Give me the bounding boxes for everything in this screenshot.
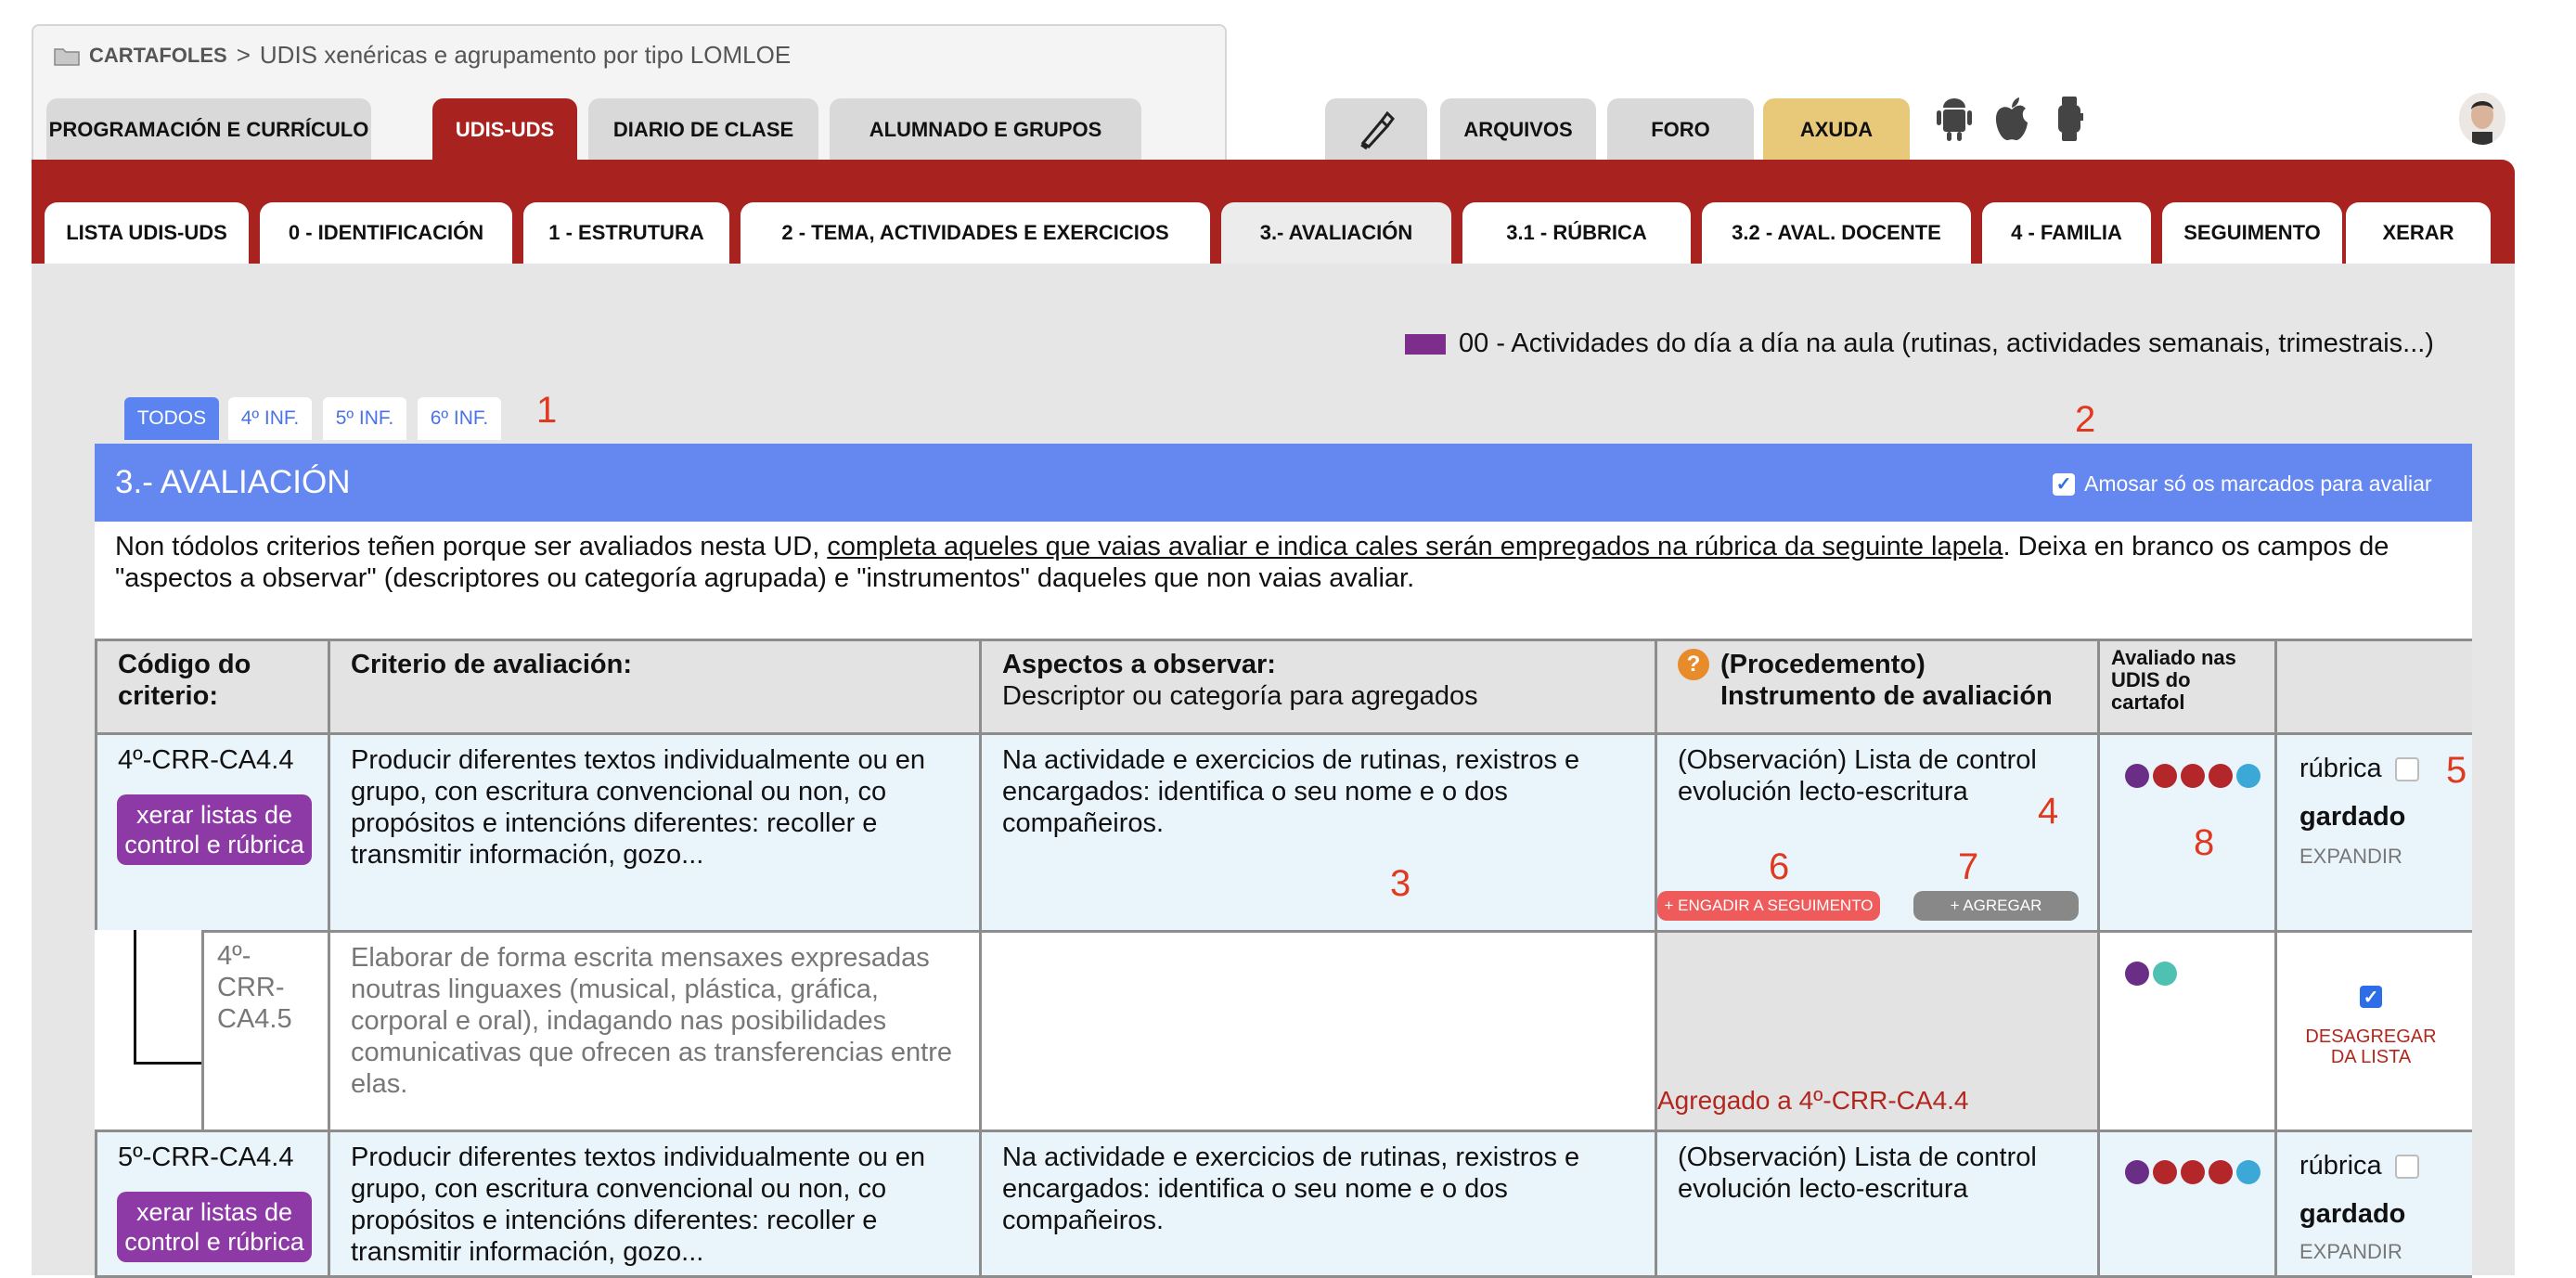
section-title: 3.- AVALIACIÓN	[115, 464, 351, 500]
header-aspects-title: Aspectos a observar:	[1002, 650, 1276, 679]
legend	[1405, 329, 2434, 359]
header-code-label: Código do criterio:	[118, 650, 251, 711]
filter-6-inf[interactable]: 6º INF.	[418, 397, 501, 440]
udi-dot[interactable]	[2209, 1160, 2233, 1184]
show-marked-label: Amosar só os marcados para avaliar	[2084, 471, 2432, 496]
row3-instrument: (Observación) Lista de control evolución lecto-escritura	[1678, 1142, 2037, 1204]
annotation-6: 6	[1769, 846, 1790, 887]
header-aspects-sub: Descriptor ou categoría para agregados	[1002, 681, 1478, 711]
intro-underlined: completa aqueles que vaias avaliar e indica cales serán empregados na rúbrica da seguinte lapela	[827, 532, 2003, 562]
row3-expand-link[interactable]: EXPANDIR	[2299, 1240, 2402, 1263]
breadcrumb-current: UDIS xenéricas e agrupamento por tipo LOMLOE	[259, 41, 792, 69]
row1-evaluated-cell	[2097, 732, 2277, 933]
subtab-rubrica[interactable]: 3.1 - RÚBRICA	[1462, 202, 1691, 264]
udi-dot[interactable]	[2125, 764, 2149, 788]
row3-saved-status: gardado	[2299, 1199, 2406, 1229]
breadcrumb-separator: >	[236, 41, 251, 69]
row2-evaluated-cell	[2097, 930, 2277, 1132]
row3-aspects: Na actividade e exercicios de rutinas, rexistros e encargados: identifica o seu nome e o dos compañeiros.	[1002, 1142, 1580, 1235]
row2-aggregated-checkbox[interactable]: ✓	[2360, 986, 2382, 1008]
intro-part2: . Deixa en branco os campos de "aspectos a observar" (descriptores ou categoría agrupada) e "instrumentos" daqueles que non vaias avaliar.	[115, 532, 2389, 593]
row1-rubric-label: rúbrica	[2299, 754, 2382, 783]
subtab-avaliacion[interactable]: 3.- AVALIACIÓN	[1221, 202, 1451, 264]
row2-aggregated-label: Agregado a 4º-CRR-CA4.4	[1657, 1086, 1969, 1115]
udi-dot[interactable]	[2153, 1160, 2177, 1184]
intro-text	[115, 531, 2435, 594]
aggregate-button[interactable]: + AGREGAR	[1913, 891, 2079, 921]
intro-part1: Non tódolos criterios teñen porque ser avaliados nesta UD,	[115, 532, 828, 562]
annotation-4: 4	[2038, 791, 2059, 832]
tab-arquivos[interactable]: ARQUIVOS	[1440, 98, 1596, 161]
row2-udi-dots	[2125, 962, 2177, 986]
legend-swatch	[1405, 334, 1446, 355]
row1-expand-link[interactable]: EXPANDIR	[2299, 845, 2402, 868]
annotation-7: 7	[1958, 846, 1979, 887]
row1-criterion-cell	[328, 732, 982, 933]
udi-dot[interactable]	[2125, 1160, 2149, 1184]
header-evaluated-label: Avaliado nas UDIS do cartafol	[2111, 646, 2236, 714]
row1-saved-status: gardado	[2299, 802, 2406, 832]
tree-connector	[134, 930, 203, 1065]
filter-5-inf[interactable]: 5º INF.	[323, 397, 406, 440]
disaggregate-link[interactable]: DESAGREGAR DA LISTA	[2305, 1026, 2437, 1067]
tab-programacion[interactable]: PROGRAMACIÓN E CURRÍCULO	[46, 98, 371, 161]
tab-udis-uds[interactable]: UDIS-UDS	[432, 98, 577, 161]
row3-rubric[interactable]	[2299, 1151, 2419, 1181]
show-marked-checkbox[interactable]: ✓	[2053, 473, 2075, 496]
row3-udi-dots	[2125, 1160, 2260, 1184]
smartwatch-icon[interactable]	[2049, 93, 2090, 145]
row1-udi-dots	[2125, 764, 2260, 788]
filter-4-inf[interactable]: 4º INF.	[228, 397, 312, 440]
row1-instrument: (Observación) Lista de control evolución lecto-escritura	[1678, 745, 2037, 807]
row1-aspects: Na actividade e exercicios de rutinas, rexistros e encargados: identifica o seu nome e o dos compañeiros.	[1002, 745, 1580, 838]
row3-instrument-cell[interactable]	[1655, 1130, 2100, 1278]
header-actions	[2274, 639, 2472, 735]
row3-aspects-cell[interactable]	[979, 1130, 1657, 1278]
os-icons	[1934, 93, 2090, 145]
row3-evaluated-cell	[2097, 1130, 2277, 1278]
row3-criterion: Producir diferentes textos individualmente ou en grupo, con escritura convencional ou non, co propósitos e intencións diferentes: recoller e transmitir información, gozo...	[351, 1142, 926, 1267]
subtab-seguimento[interactable]: SEGUIMENTO	[2162, 202, 2342, 264]
row3-rubric-label: rúbrica	[2299, 1151, 2382, 1181]
udi-dot[interactable]	[2153, 764, 2177, 788]
udi-dot[interactable]	[2153, 962, 2177, 986]
pen-tool-icon	[1354, 108, 1398, 152]
subtab-lista[interactable]: LISTA UDIS-UDS	[45, 202, 249, 264]
udi-dot[interactable]	[2125, 962, 2149, 986]
row2-code: 4º-CRR-CA4.5	[217, 941, 292, 1034]
row1-criterion: Producir diferentes textos individualmente ou en grupo, con escritura convencional ou non, co propósitos e intencións diferentes: recoller e transmitir información, gozo...	[351, 745, 926, 870]
legend-text: 00 - Actividades do día a día na aula (rutinas, actividades semanais, trimestrais...)	[1459, 329, 2434, 358]
annotation-8: 8	[2194, 822, 2215, 863]
annotation-2: 2	[2075, 399, 2096, 440]
header-procedure	[1655, 639, 2100, 735]
annotation-5: 5	[2446, 750, 2467, 791]
subtab-aval-docente[interactable]: 3.2 - AVAL. DOCENTE	[1702, 202, 1971, 264]
annotation-1: 1	[536, 390, 558, 431]
folder-icon	[54, 45, 80, 66]
breadcrumb-root[interactable]: CARTAFOLES	[89, 43, 227, 67]
row3-criterion-cell	[328, 1130, 982, 1278]
row3-code: 5º-CRR-CA4.4	[118, 1142, 294, 1172]
udi-dot[interactable]	[2181, 1160, 2205, 1184]
annotation-3: 3	[1390, 863, 1411, 904]
android-icon[interactable]	[1934, 93, 1975, 145]
subtab-identificacion[interactable]: 0 - IDENTIFICACIÓN	[260, 202, 512, 264]
apple-icon[interactable]	[1991, 93, 2032, 145]
row1-code: 4º-CRR-CA4.4	[118, 745, 294, 775]
row1-rubric-checkbox[interactable]	[2395, 757, 2419, 781]
subtab-tema[interactable]: 2 - TEMA, ACTIVIDADES E EXERCICIOS	[741, 202, 1210, 264]
row1-aspects-cell[interactable]	[979, 732, 1657, 933]
tab-axuda[interactable]: AXUDA	[1763, 98, 1910, 161]
header-aspects	[979, 639, 1657, 735]
breadcrumb	[54, 41, 791, 70]
header-criterion-label: Criterio de avaliación:	[351, 650, 632, 679]
header-evaluated	[2097, 639, 2277, 735]
row3-rubric-checkbox[interactable]	[2395, 1155, 2419, 1179]
header-procedure-sub: Instrumento de avaliación	[1720, 681, 2053, 711]
subtab-xerar[interactable]: XERAR	[2346, 202, 2491, 264]
tab-foro[interactable]: FORO	[1607, 98, 1754, 161]
row2-aspects-cell	[979, 930, 1657, 1132]
subtab-estrutura[interactable]: 1 - ESTRUTURA	[523, 202, 729, 264]
row3-generate-button[interactable]: xerar listas de control e rúbrica	[117, 1192, 312, 1262]
header-procedure-title: (Procedemento)	[1720, 650, 1926, 679]
udi-dot[interactable]	[2236, 764, 2260, 788]
row2-criterion-cell	[328, 930, 982, 1132]
row1-generate-button[interactable]: xerar listas de control e rúbrica	[117, 794, 312, 865]
help-icon[interactable]: ?	[1678, 649, 1709, 680]
header-code	[95, 639, 330, 735]
tab-alumnado[interactable]: ALUMNADO E GRUPOS	[830, 98, 1141, 161]
add-follow-up-button[interactable]: + ENGADIR A SEGUIMENTO	[1657, 891, 1880, 921]
header-criterion	[328, 639, 982, 735]
tab-tools[interactable]	[1325, 98, 1427, 161]
filter-todos[interactable]: TODOS	[124, 397, 219, 440]
row2-code-cell	[201, 930, 330, 1132]
row2-criterion: Elaborar de forma escrita mensaxes expresadas noutras linguaxes (musical, plástica, gráfica, corporal e oral), indagando nas posibilidades comunicativas que ofrecen as transferencias entre elas.	[351, 943, 953, 1099]
udi-dot[interactable]	[2209, 764, 2233, 788]
subtab-familia[interactable]: 4 - FAMILIA	[1982, 202, 2151, 264]
udi-dot[interactable]	[2181, 764, 2205, 788]
avatar[interactable]	[2459, 93, 2505, 145]
udi-dot[interactable]	[2236, 1160, 2260, 1184]
tab-diario[interactable]: DIARIO DE CLASE	[588, 98, 818, 161]
row1-rubric[interactable]	[2299, 754, 2419, 784]
show-marked-toggle[interactable]	[2053, 471, 2432, 497]
